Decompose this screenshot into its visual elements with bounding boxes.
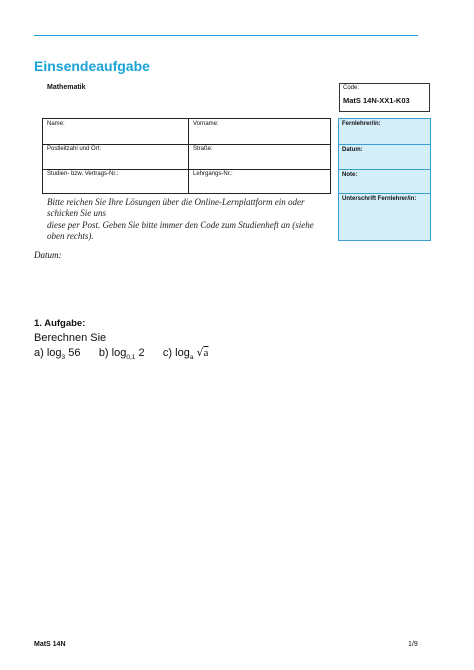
part-a-base: 3	[61, 354, 66, 361]
date-label: Datum:	[34, 250, 62, 260]
datum-row	[339, 144, 430, 169]
note-row	[339, 169, 430, 193]
fernlehrer-label: Fernlehrer/in:	[342, 121, 381, 127]
fernlehrer-row	[339, 119, 430, 144]
code-box	[339, 83, 430, 112]
part-b-base: 0,1	[126, 354, 136, 361]
datum-label: Datum:	[342, 147, 363, 153]
footer-course-code: MatS 14N	[34, 641, 66, 648]
task-prompt: Berechnen Sie	[34, 332, 107, 344]
part-c-base: a	[189, 354, 194, 361]
strasse-field[interactable]: Straße:	[193, 146, 213, 152]
note-label: Note:	[342, 172, 358, 178]
task-heading: 1. Aufgabe:	[34, 318, 86, 329]
studien-nr-field[interactable]: Studien- bzw. Vertrags-Nr.:	[47, 171, 119, 177]
sqrt-symbol: √	[196, 346, 204, 359]
student-info-table	[42, 118, 331, 194]
name-field[interactable]: Name:	[47, 121, 65, 127]
instructions-line: diese per Post. Geben Sie bitte immer den Code zum Studienheft an (siehe	[47, 219, 314, 230]
teacher-section	[338, 118, 431, 241]
footer-page-number: 1/9	[408, 641, 418, 648]
vorname-field[interactable]: Vorname:	[193, 121, 219, 127]
part-c-label: c) log	[162, 347, 190, 359]
lehrgangs-nr-field[interactable]: Lehrgangs-Nr.:	[193, 171, 233, 177]
plz-ort-field[interactable]: Postleitzahl und Ort:	[47, 146, 102, 152]
code-value: MatS 14N-XX1-K03	[343, 96, 410, 105]
page-title: Einsendeaufgabe	[34, 58, 150, 74]
subject-label: Mathematik	[47, 84, 86, 91]
part-b-label: b) log	[98, 347, 127, 359]
part-c-arg: a	[203, 347, 209, 359]
table-divider	[188, 119, 189, 193]
instructions-line: oben rechts).	[47, 230, 94, 241]
task-parts	[34, 346, 208, 359]
header-rule	[34, 35, 418, 36]
part-a-arg: 56	[68, 347, 81, 359]
instructions-text	[47, 197, 333, 242]
unterschrift-row	[339, 193, 430, 241]
instructions-line: Bitte reichen Sie Ihre Lösungen über die Online-Lernplattform ein oder	[47, 197, 305, 207]
unterschrift-label: Unterschrift Fernlehrer/in:	[342, 196, 417, 202]
part-b-arg: 2	[138, 347, 145, 359]
part-a-label: a) log	[34, 347, 62, 359]
code-label: Code:	[343, 85, 360, 91]
instructions-line: schicken Sie uns	[47, 208, 106, 219]
